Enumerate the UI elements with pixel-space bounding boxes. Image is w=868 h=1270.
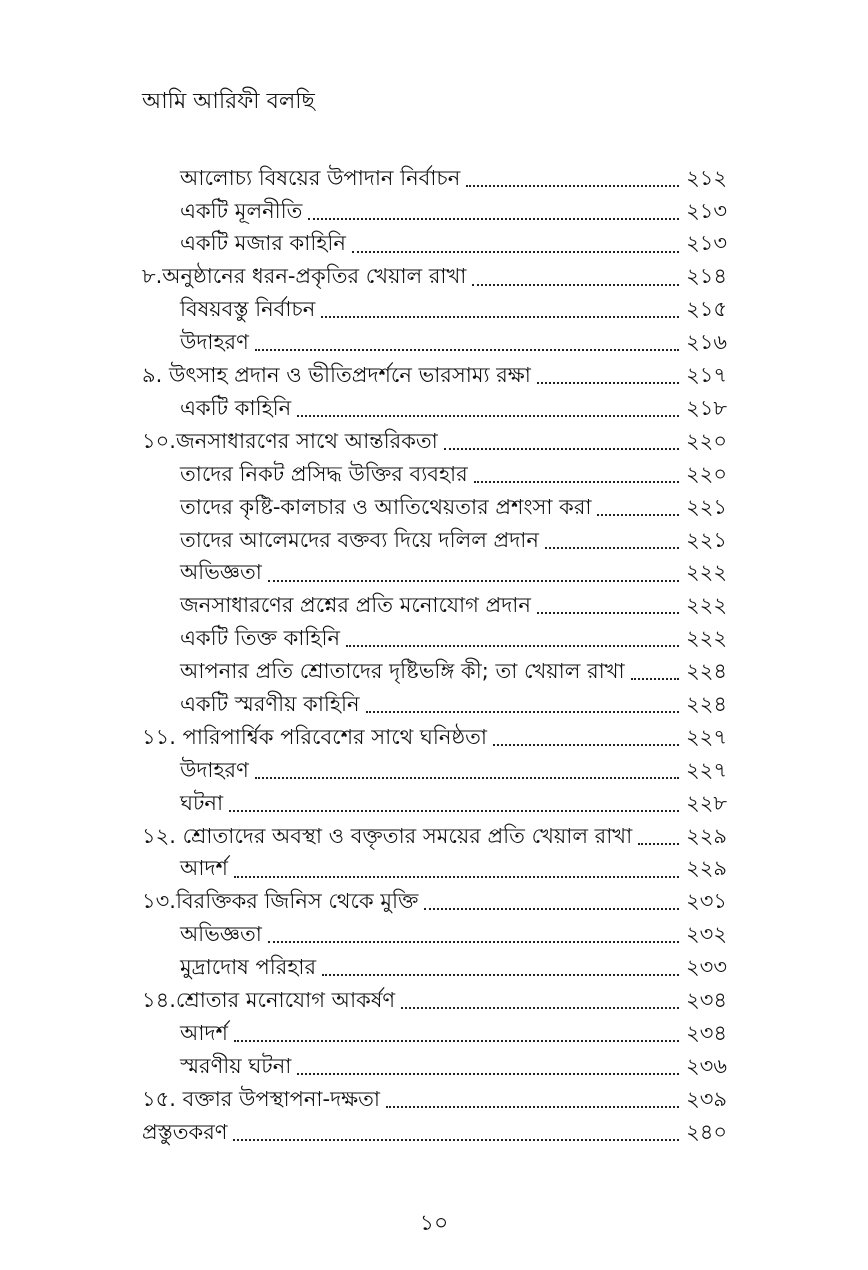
toc-entry-title: প্রস্তুতকরণ xyxy=(142,1119,228,1144)
toc-entry-page: ২২১ xyxy=(686,494,727,519)
dot-leader xyxy=(474,481,679,483)
toc-entry-title: একটি স্মরণীয় কাহিনি xyxy=(180,691,360,716)
toc-entry-page: ২১২ xyxy=(686,165,727,190)
toc-entry-title: অভিজ্ঞতা xyxy=(180,922,262,947)
toc-entry-page: ২৩২ xyxy=(686,922,727,947)
toc-entry xyxy=(142,290,727,323)
toc-entry xyxy=(142,553,727,586)
toc-entry-page: ২২৭ xyxy=(686,757,727,782)
toc-entry-title: আদর্শ xyxy=(180,1020,228,1045)
dot-leader xyxy=(401,1007,679,1009)
dot-leader xyxy=(545,547,679,549)
toc-entry-page: ২২২ xyxy=(686,593,727,618)
dot-leader xyxy=(493,744,679,746)
dot-leader xyxy=(597,514,679,516)
toc-entry xyxy=(142,520,727,553)
toc-entry xyxy=(142,421,727,454)
toc-entry xyxy=(142,750,727,783)
toc-entry-page: ২২০ xyxy=(686,428,727,453)
toc-entry-page: ২১৪ xyxy=(686,264,727,289)
toc-entry xyxy=(142,1079,727,1112)
toc-entry xyxy=(142,882,727,915)
toc-entry xyxy=(142,980,727,1013)
toc-entry-page: ২২১ xyxy=(686,527,727,552)
toc-entry xyxy=(142,586,727,619)
dot-leader xyxy=(234,876,679,878)
toc-entry-page: ২৩১ xyxy=(686,889,727,914)
toc-entry-title: জনসাধারণের প্রশ্নের প্রতি মনোযোগ প্রদান xyxy=(180,593,531,618)
toc-entry xyxy=(142,947,727,980)
toc-entry-title: একটি তিক্ত কাহিনি xyxy=(180,626,340,651)
toc-entry-title: আলোচ্য বিষয়ের উপাদান নির্বাচন xyxy=(180,165,461,190)
toc-entry-page: ২১৭ xyxy=(686,363,727,388)
toc-entry xyxy=(142,816,727,849)
page-number: ১০ xyxy=(419,1211,449,1236)
dot-leader xyxy=(537,382,679,384)
toc-entry-page: ২২০ xyxy=(686,461,727,486)
toc-entry xyxy=(142,257,727,290)
toc-entry xyxy=(142,914,727,947)
toc-entry-title: ১১. পারিপার্শ্বিক পরিবেশের সাথে ঘনিষ্ঠতা xyxy=(142,724,487,749)
toc-entry xyxy=(142,1046,727,1079)
dot-leader xyxy=(255,349,679,351)
dot-leader xyxy=(268,580,679,582)
toc-entry xyxy=(142,1013,727,1046)
toc-entry-title: বিষয়বস্তু নির্বাচন xyxy=(180,297,316,322)
toc-entry-page: ২২২ xyxy=(686,560,727,585)
dot-leader xyxy=(444,448,679,450)
toc-entry-title: স্মরণীয় ঘটনা xyxy=(180,1053,292,1078)
dot-leader xyxy=(229,810,679,812)
dot-leader xyxy=(352,251,679,253)
toc-entry xyxy=(142,322,727,355)
toc-entry xyxy=(142,487,727,520)
dot-leader xyxy=(308,218,679,220)
toc-entry-title: ৯. উৎসাহ প্রদান ও ভীতিপ্রদর্শনে ভারসাম্য রক্ষা xyxy=(142,363,531,388)
toc-entry-title: ১০.জনসাধারণের সাথে আন্তরিকতা xyxy=(142,428,438,453)
toc-entry-page: ২৩৯ xyxy=(686,1086,727,1111)
toc-entry-title: উদাহরণ xyxy=(180,330,249,355)
toc-entry-page: ২৩৪ xyxy=(686,1020,727,1045)
toc-entry-title: উদাহরণ xyxy=(180,757,249,782)
dot-leader xyxy=(638,843,679,845)
toc-entry-page: ২১৩ xyxy=(686,231,727,256)
toc-entry-title: ৮.অনুষ্ঠানের ধরন-প্রকৃতির খেয়াল রাখা xyxy=(142,264,467,289)
toc-entry-title: মুদ্রাদোষ পরিহার xyxy=(180,955,317,980)
toc-entry-page: ২২৯ xyxy=(686,823,727,848)
toc-entry xyxy=(142,388,727,421)
toc-entry-title: ১৩.বিরক্তিকর জিনিস থেকে মুক্তি xyxy=(142,889,419,914)
toc-entry-title: আপনার প্রতি শ্রোতাদের দৃষ্টিভঙ্গি কী; তা খেয়াল রাখা xyxy=(180,659,625,684)
dot-leader xyxy=(537,612,679,614)
toc-entry xyxy=(142,783,727,816)
dot-leader xyxy=(366,711,680,713)
toc-entry xyxy=(142,618,727,651)
dot-leader xyxy=(631,678,679,680)
dot-leader xyxy=(346,645,679,647)
toc-entry-title: তাদের নিকট প্রসিদ্ধ উক্তির ব্যবহার xyxy=(180,461,468,486)
dot-leader xyxy=(255,777,679,779)
toc-entry-title: ১৪.শ্রোতার মনোযোগ আকর্ষণ xyxy=(142,987,396,1012)
toc-entry xyxy=(142,224,727,257)
toc-entry-page: ২২২ xyxy=(686,626,727,651)
dot-leader xyxy=(233,1139,679,1141)
toc-entry xyxy=(142,355,727,388)
toc-entry-title: ১৫. বক্তার উপস্থাপনা-দক্ষতা xyxy=(142,1086,380,1111)
toc-entry-page: ২১৬ xyxy=(686,330,727,355)
toc-entry xyxy=(142,191,727,224)
dot-leader xyxy=(321,316,679,318)
toc-entry-page: ২২৮ xyxy=(686,790,727,815)
dot-leader xyxy=(466,185,679,187)
toc-entry-page: ২১৫ xyxy=(686,297,727,322)
toc-entry xyxy=(142,849,727,882)
toc-entry-page: ২১৩ xyxy=(686,198,727,223)
toc-entry xyxy=(142,1112,727,1145)
dot-leader xyxy=(472,284,679,286)
dot-leader xyxy=(234,1040,679,1042)
dot-leader xyxy=(386,1106,679,1108)
dot-leader xyxy=(322,974,679,976)
table-of-contents xyxy=(142,158,727,1145)
toc-entry-title: একটি কাহিনি xyxy=(180,395,292,420)
toc-entry-page: ২৩৩ xyxy=(686,955,727,980)
toc-entry-page: ২২৪ xyxy=(686,691,727,716)
toc-entry-title: একটি মজার কাহিনি xyxy=(180,231,346,256)
dot-leader xyxy=(297,1073,679,1075)
toc-entry-page: ২২৪ xyxy=(686,659,727,684)
toc-entry xyxy=(142,454,727,487)
toc-entry-page: ২৪০ xyxy=(686,1119,727,1144)
running-header: আমি আরিফী বলছি xyxy=(142,89,315,114)
toc-entry-title: তাদের আলেমদের বক্তব্য দিয়ে দলিল প্রদান xyxy=(180,527,539,552)
toc-entry-title: তাদের কৃষ্টি-কালচার ও আতিথেয়তার প্রশংসা করা xyxy=(180,494,592,519)
toc-entry xyxy=(142,717,727,750)
toc-entry-page: ২৩৪ xyxy=(686,987,727,1012)
toc-entry xyxy=(142,158,727,191)
toc-entry-page: ২১৮ xyxy=(686,395,727,420)
toc-entry-title: ১২. শ্রোতাদের অবস্থা ও বক্তৃতার সময়ের প্রতি খেয়াল রাখা xyxy=(142,823,633,848)
dot-leader xyxy=(297,415,679,417)
toc-entry xyxy=(142,651,727,684)
toc-entry-title: ঘটনা xyxy=(180,790,224,815)
toc-entry-page: ২৩৬ xyxy=(686,1053,727,1078)
toc-entry xyxy=(142,684,727,717)
toc-entry-page: ২২৭ xyxy=(686,724,727,749)
dot-leader xyxy=(268,941,679,943)
toc-entry-title: একটি মূলনীতি xyxy=(180,198,303,223)
dot-leader xyxy=(424,908,679,910)
toc-entry-page: ২২৯ xyxy=(686,856,727,881)
toc-entry-title: অভিজ্ঞতা xyxy=(180,560,262,585)
toc-entry-title: আদর্শ xyxy=(180,856,228,881)
